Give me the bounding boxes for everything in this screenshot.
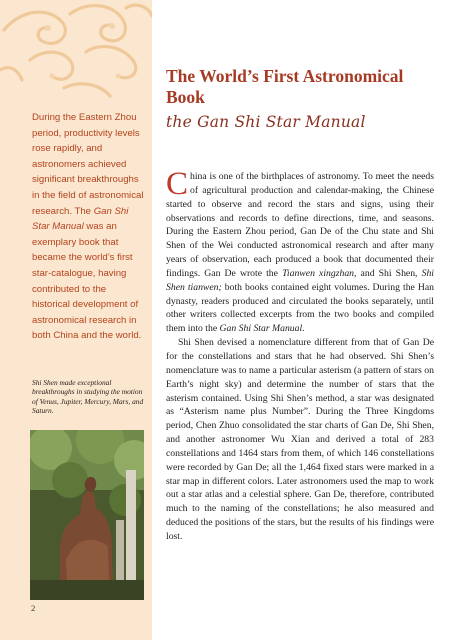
intro-text-part1: During the Eastern Zhou period, productivity levels rose rapidly, and astronomers achieved significant breakthroughs in the field of astronomical research. The (32, 112, 144, 217)
p1-text-b: , and Shi Shen, (354, 267, 422, 279)
article-title: The World’s First Astronomical Book (166, 66, 404, 107)
sidebar-intro-text (32, 110, 144, 344)
article-subtitle: the Gan Shi Star Manual (166, 113, 366, 131)
body-paragraph-1 (166, 166, 434, 336)
photo-caption: Shi Shen made exceptional breakthroughs in studying the motion of Venus, Jupiter, Mercury, Mars, and Saturn. (32, 378, 144, 416)
intro-text-part2: was an exemplary book that became the world’s first star-catalogue, having contributed to the historical development of astronomical research in both China and the world. (32, 221, 142, 342)
statue-photo (30, 430, 144, 600)
sidebar-panel (0, 0, 152, 640)
dragon-ornament (0, 0, 152, 100)
drop-cap: C (166, 166, 189, 202)
body-paragraph-2: Shi Shen devised a nomenclature different from that of Gan De for the constellations and stars that he had observed. Shi Shen’s nomenclature was to name a particular asterism (a pattern of stars on Earth’s night sky) and determine the number of stars that the asterism contained. Using Shi Shen’s method, a star was designated as “Asterism name plus Number”. During the Three Kingdoms period, Chen Zhuo consolidated the star charts of Gan De, Shi Shen, and another astronomer Wu Xian and derived a total of 283 constellations and 1464 stars from them, of which 146 constellations were recorded by Gan De; all the 1,464 fixed stars were marked in a star map in different colors. Later astronomers used the map to work out a star atlas and a celestial sphere. Gan De, therefore, contributed much to the naming of the constellations; he also measured and deduced the positions of the stars, but the results of his findings were lost. (166, 337, 434, 542)
page-number: 2 (31, 603, 36, 613)
p1-book-tianwen: Tianwen xingzhan (282, 267, 355, 279)
intro-book-title: Gan Shi Star Manual (32, 205, 129, 233)
p1-text-d: . (302, 323, 305, 335)
p1-text-a: hina is one of the birthplaces of astronomy. To meet the needs of agricultural production and calendar-making, the Chinese started to observe and record the stars and signs, using their observations and records to define directions, time, and seasons. During the Eastern Zhou period, Gan De of the Chu state and Shi Shen of the Wei conducted astronomical research and after many years of observation, each produced a book that documented their findings. Gan De wrote the (166, 171, 434, 279)
article-body (166, 166, 434, 544)
p1-text-c: both books contained eight volumes. During the Han dynasty, readers produced and circulated the books separately, until other writers collected excerpts from the two books and compiled them into the (166, 281, 434, 335)
p1-book-shishen: Shi Shen tianwen; (166, 267, 434, 293)
p1-book-ganshi: Gan Shi Star Manual (219, 323, 303, 335)
